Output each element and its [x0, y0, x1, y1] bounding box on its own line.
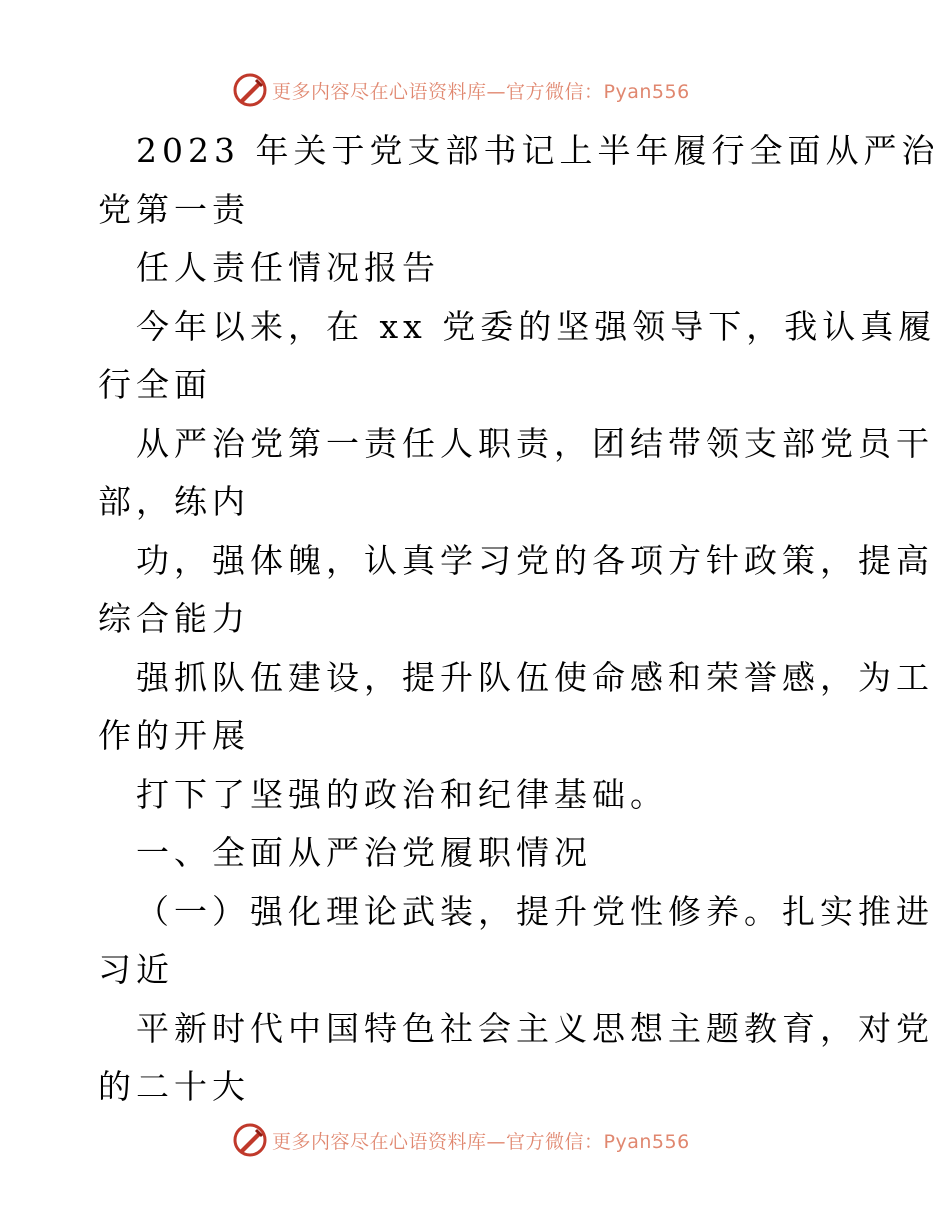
- header-banner-text: 更多内容尽在心语资料库—官方微信：Pyan556: [272, 80, 690, 103]
- header-banner: [232, 70, 690, 110]
- document-line: （一）强化理论武装，提升党性修养。扎实推进: [136, 891, 934, 931]
- document-line: 功，强体魄，认真学习党的各项方针政策，提高: [136, 540, 934, 580]
- footer-banner-text: 更多内容尽在心语资料库—官方微信：Pyan556: [272, 1130, 690, 1153]
- document-body: [98, 122, 940, 1117]
- document-line: 2023 年关于党支部书记上半年履行全面从严治: [136, 131, 940, 170]
- document-line: 打下了坚强的政治和纪律基础。: [136, 774, 668, 814]
- document-line: 一、全面从严治党履职情况: [136, 833, 592, 872]
- document-line: 党第一责: [98, 189, 250, 229]
- document-line: 平新时代中国特色社会主义思想主题教育，对党: [136, 1008, 934, 1048]
- footer-banner: [232, 1120, 690, 1160]
- document-line: 任人责任情况报告: [136, 248, 440, 287]
- document-line: 习近: [98, 950, 174, 989]
- document-line: 行全面: [98, 365, 212, 404]
- document-line: 从严治党第一责任人职责，团结带领支部党员干: [136, 423, 934, 463]
- document-line: 的二十大: [98, 1067, 250, 1106]
- pen-logo-icon: [232, 72, 268, 108]
- pen-logo-icon: [232, 1122, 268, 1158]
- document-line: 今年以来，在 xx 党委的坚强领导下，我认真履: [136, 306, 937, 346]
- document-line: 强抓队伍建设，提升队伍使命感和荣誉感，为工: [136, 657, 934, 697]
- document-line: 综合能力: [98, 599, 250, 638]
- document-line: 部，练内: [98, 482, 250, 521]
- document-line: 作的开展: [98, 716, 250, 755]
